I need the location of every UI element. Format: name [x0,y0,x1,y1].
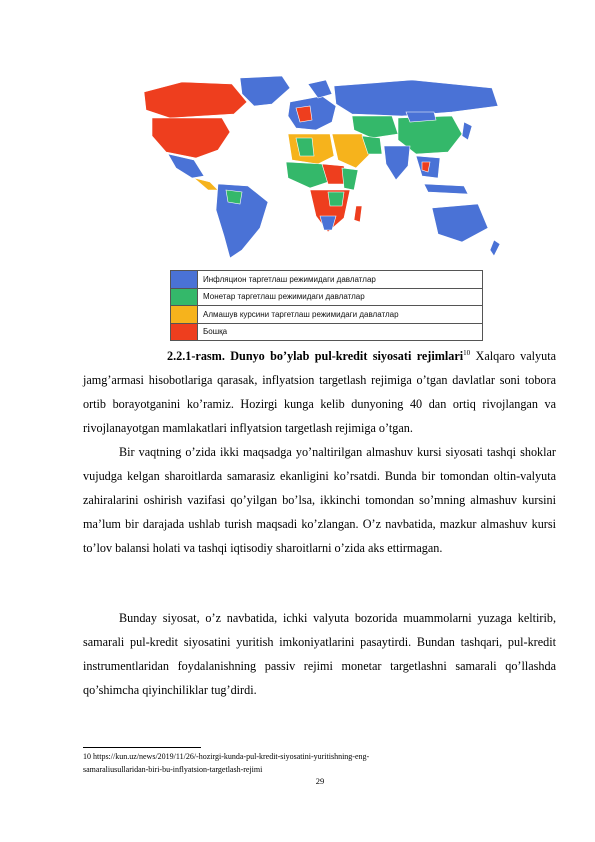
legend-label: Монетар таргетлаш режимидаги давлатлар [203,292,365,302]
region-mongolia [406,112,436,122]
body-paragraph: Bunday siyosat, o’z navbatida, ichki valyuta bozorida muammolarni yuzaga keltirib, samarali pul-kredit siyosatini yuritish imkoniyatlarini pasaytirdi. Bundan tashqari, pul-kredit instrumentlaridan foydalanishning passiv rejimi monetar targetlashni samarali qo’llashda qo’shimcha qiyinchiliklar tug’dirdi. [83,611,556,697]
body-paragraph: Bir vaqtning o’zida ikki maqsadga yo’naltirilgan almashuv kursi siyosati tashqi shoklar vujudga kelgan sharoitlarda samarasiz ekanligini ko’rsatdi. Bunda bir tomondan oltin-valyuta zahiralarini oshirish vazifasi qo’yilgan bo’lsa, ikkinchi tomondan so’mning almashuv kursini ma’lum bir darajada ushlab turish maqsadi ko’zlangan. O’z navbatida, mazkur almashuv kursi to’lov balansi holati va tashqi iqtisodiy sharoitlarni o’zida aks ettirmagan. [83,445,556,555]
legend-swatch-yellow [171,306,198,323]
legend-swatch-green [171,289,198,306]
legend-swatch-blue [171,271,198,288]
legend-label: Бошқа [203,327,228,337]
legend-row-inflation [171,271,482,288]
footnote-divider [83,747,201,748]
figure-caption-title: 2.2.1-rasm. Dunyo bo’ylab pul-kredit siyosati rejimlari [167,349,464,363]
legend-label: Алмашув курсини таргетлаш режимидаги давлатлар [203,309,399,319]
region-sa-green [226,190,242,204]
world-map-figure [122,72,504,262]
legend-row-other [171,323,482,341]
footnote-reference: 10 [463,348,471,357]
legend-swatch-red [171,324,198,341]
footnote [83,750,556,776]
legend-row-exchange-rate [171,305,482,323]
map-legend [170,270,483,341]
footnote-line: 10 https://kun.uz/news/2019/11/26/-hozirgi-kunda-pul-kredit-siyosatini-yuritishning-eng- [83,752,370,761]
legend-row-monetary [171,288,482,306]
region-africa-green [328,192,344,206]
caption-body-text: Xalqaro valyuta jamg’armasi hisobotlariga qarasak, inflyatsion targetlash rejimiga o’tgan davlatlar soni tobora ortib borayotganini ko’ramiz. Hozirgi kunga kelib dunyoning 40 dan ortiq rivojlangan va rivojlanayotgan mamlakatlari inflyatsion targetlash rejimiga o’tgan. [83,349,557,435]
legend-label: Инфляцион таргетлаш режимидаги давлатлар [203,274,376,284]
world-map [122,72,504,262]
footnote-line: samaraliusullaridan-biri-bu-inflyatsion-targetlash-rejimi [83,765,263,774]
caption-paragraph [83,344,556,440]
page-number: 29 [315,776,325,786]
